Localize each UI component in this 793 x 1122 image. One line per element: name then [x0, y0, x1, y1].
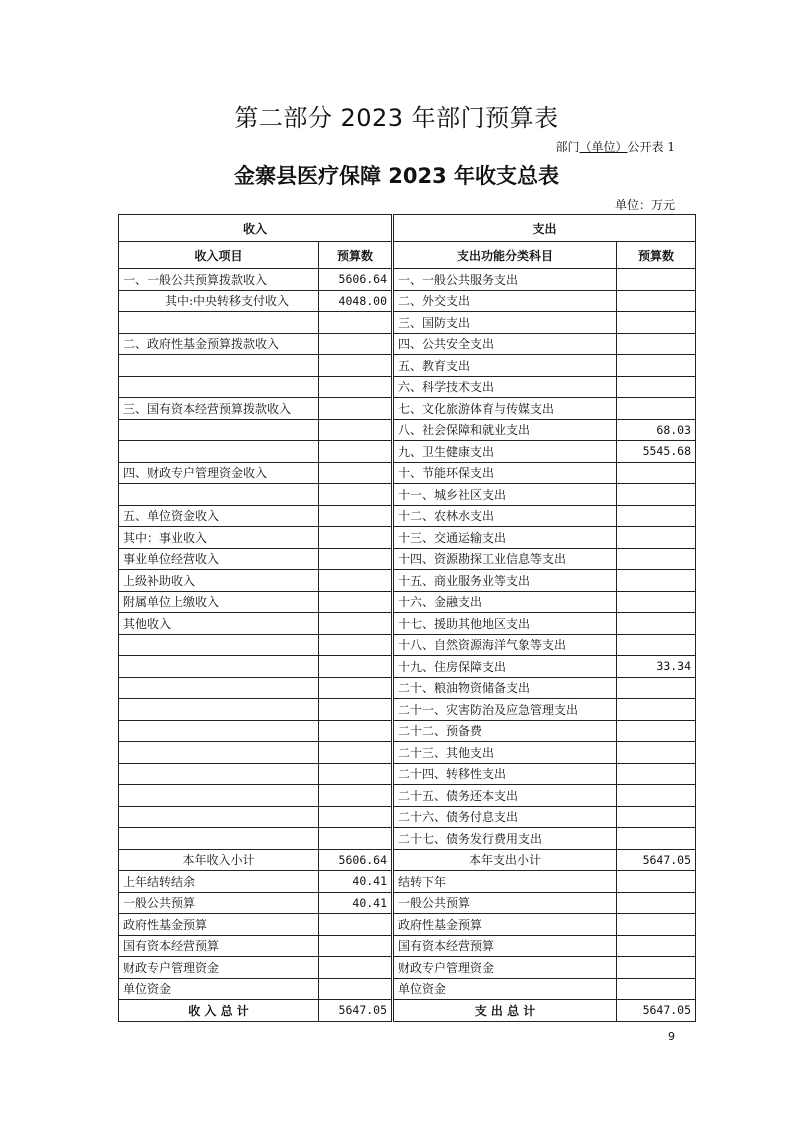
income-amount-cell: [319, 720, 393, 742]
income-item-cell: 其他收入: [119, 613, 319, 635]
table-title: 金寨县医疗保障 2023 年收支总表: [233, 164, 560, 188]
expense-amount-cell: [617, 699, 696, 721]
expense-amount-cell: [617, 312, 696, 334]
income-amount-header: 预算数: [319, 242, 393, 269]
income-amount-cell: [319, 914, 393, 936]
income-amount-cell: [319, 591, 393, 613]
income-item-cell: 上年结转结余: [119, 871, 319, 893]
income-item-cell: 一般公共预算: [119, 892, 319, 914]
table-row: [119, 376, 696, 398]
income-amount-cell: [319, 613, 393, 635]
expense-item-cell: 一般公共预算: [393, 892, 617, 914]
income-item-cell: 一、一般公共预算拨款收入: [119, 269, 319, 291]
expense-amount-cell: [617, 892, 696, 914]
expense-amount-cell: [617, 548, 696, 570]
expense-amount-cell: [617, 785, 696, 807]
table-row: [119, 290, 696, 312]
expense-item-header: 支出功能分类科目: [393, 242, 617, 269]
income-item-cell: [119, 441, 319, 463]
expense-total-label: 支 出 总 计: [393, 1000, 617, 1022]
page-number: 9: [668, 1030, 675, 1043]
table-row: [119, 333, 696, 355]
expense-item-cell: 十六、金融支出: [393, 591, 617, 613]
table-row: [119, 462, 696, 484]
table-row: [119, 742, 696, 764]
income-item-cell: [119, 828, 319, 850]
income-amount-cell: [319, 462, 393, 484]
expense-item-cell: 九、卫生健康支出: [393, 441, 617, 463]
budget-table-body: [119, 215, 696, 1022]
expense-amount-cell: [617, 828, 696, 850]
expense-item-cell: 六、科学技术支出: [393, 376, 617, 398]
income-amount-cell: [319, 333, 393, 355]
income-amount-cell: 40.41: [319, 892, 393, 914]
income-item-cell: [119, 699, 319, 721]
income-amount-cell: [319, 828, 393, 850]
expense-amount-cell: [617, 376, 696, 398]
expense-item-cell: 二十一、灾害防治及应急管理支出: [393, 699, 617, 721]
form-number: [556, 138, 675, 155]
income-item-cell: [119, 806, 319, 828]
income-item-header: 收入项目: [119, 242, 319, 269]
income-item-cell: [119, 763, 319, 785]
income-amount-cell: [319, 355, 393, 377]
table-row: [119, 484, 696, 506]
table-row: [119, 613, 696, 635]
form-unit: （单位）: [579, 140, 628, 154]
table-row: [119, 548, 696, 570]
expense-amount-cell: [617, 505, 696, 527]
expense-amount-cell: [617, 677, 696, 699]
income-amount-cell: [319, 742, 393, 764]
expense-item-cell: 二十七、债务发行费用支出: [393, 828, 617, 850]
expense-amount-cell: [617, 806, 696, 828]
income-item-cell: 财政专户管理资金: [119, 957, 319, 979]
expense-amount-cell: [617, 978, 696, 1000]
section-header-row: [119, 215, 696, 242]
expense-item-cell: 政府性基金预算: [393, 914, 617, 936]
table-row: [119, 871, 696, 893]
expense-subtotal-label: 本年支出小计: [393, 849, 617, 871]
income-amount-cell: [319, 806, 393, 828]
expense-item-cell: 十三、交通运输支出: [393, 527, 617, 549]
table-row: [119, 806, 696, 828]
expense-item-cell: 十七、援助其他地区支出: [393, 613, 617, 635]
income-item-cell: 政府性基金预算: [119, 914, 319, 936]
table-row: [119, 785, 696, 807]
income-amount-cell: 5606.64: [319, 269, 393, 291]
expense-item-cell: 七、文化旅游体育与传媒支出: [393, 398, 617, 420]
income-subtotal-amount: 5606.64: [319, 849, 393, 871]
subtotal-row: [119, 849, 696, 871]
expense-amount-cell: [617, 763, 696, 785]
income-item-cell: 附属单位上缴收入: [119, 591, 319, 613]
income-item-cell: 单位资金: [119, 978, 319, 1000]
income-item-cell: [119, 312, 319, 334]
income-item-cell: [119, 677, 319, 699]
expense-item-cell: 二十二、预备费: [393, 720, 617, 742]
income-amount-cell: [319, 634, 393, 656]
expense-amount-cell: [617, 935, 696, 957]
table-row: [119, 914, 696, 936]
income-amount-cell: [319, 398, 393, 420]
expense-item-cell: 十八、自然资源海洋气象等支出: [393, 634, 617, 656]
table-row: [119, 828, 696, 850]
budget-table: [118, 214, 696, 1022]
expense-amount-cell: 5545.68: [617, 441, 696, 463]
expense-header: 支出: [393, 215, 696, 242]
expense-amount-cell: [617, 462, 696, 484]
table-row: [119, 527, 696, 549]
income-item-cell: [119, 484, 319, 506]
expense-amount-cell: [617, 333, 696, 355]
expense-item-cell: 二、外交支出: [393, 290, 617, 312]
expense-item-cell: 四、公共安全支出: [393, 333, 617, 355]
table-row: [119, 419, 696, 441]
column-header-row: [119, 242, 696, 269]
expense-item-cell: 十二、农林水支出: [393, 505, 617, 527]
income-total-label: 收 入 总 计: [119, 1000, 319, 1022]
table-row: [119, 441, 696, 463]
income-amount-cell: [319, 527, 393, 549]
income-subtotal-label: 本年收入小计: [119, 849, 319, 871]
income-item-cell: 事业单位经营收入: [119, 548, 319, 570]
total-row: [119, 1000, 696, 1022]
expense-amount-cell: 68.03: [617, 419, 696, 441]
table-row: [119, 677, 696, 699]
expense-amount-cell: [617, 957, 696, 979]
income-item-cell: [119, 355, 319, 377]
expense-amount-cell: [617, 355, 696, 377]
expense-amount-cell: [617, 570, 696, 592]
expense-item-cell: 二十五、债务还本支出: [393, 785, 617, 807]
income-amount-cell: [319, 656, 393, 678]
expense-amount-cell: [617, 591, 696, 613]
table-row: [119, 591, 696, 613]
form-suffix: 公开表 1: [627, 140, 675, 154]
income-item-cell: 上级补助收入: [119, 570, 319, 592]
income-amount-cell: [319, 785, 393, 807]
expense-item-cell: 二十四、转移性支出: [393, 763, 617, 785]
expense-item-cell: 五、教育支出: [393, 355, 617, 377]
table-row: [119, 269, 696, 291]
unit-label: 单位：万元: [614, 198, 675, 212]
expense-amount-cell: [617, 634, 696, 656]
income-amount-cell: [319, 419, 393, 441]
table-row: [119, 935, 696, 957]
expense-item-cell: 二十三、其他支出: [393, 742, 617, 764]
income-amount-cell: [319, 677, 393, 699]
income-header: 收入: [119, 215, 393, 242]
income-total-amount: 5647.05: [319, 1000, 393, 1022]
expense-item-cell: 单位资金: [393, 978, 617, 1000]
expense-item-cell: 八、社会保障和就业支出: [393, 419, 617, 441]
expense-amount-cell: 33.34: [617, 656, 696, 678]
table-row: [119, 978, 696, 1000]
income-amount-cell: 40.41: [319, 871, 393, 893]
expense-total-amount: 5647.05: [617, 1000, 696, 1022]
income-item-cell: [119, 742, 319, 764]
income-amount-cell: [319, 570, 393, 592]
expense-item-cell: 一、一般公共服务支出: [393, 269, 617, 291]
income-item-cell: 其中:中央转移支付收入: [119, 290, 319, 312]
income-amount-cell: [319, 763, 393, 785]
income-item-cell: [119, 785, 319, 807]
income-item-cell: 其中：事业收入: [119, 527, 319, 549]
expense-amount-cell: [617, 484, 696, 506]
table-row: [119, 699, 696, 721]
table-row: [119, 634, 696, 656]
form-prefix: 部门: [555, 140, 580, 154]
expense-amount-cell: [617, 742, 696, 764]
income-amount-cell: [319, 484, 393, 506]
expense-amount-cell: [617, 914, 696, 936]
expense-item-cell: 十四、资源勘探工业信息等支出: [393, 548, 617, 570]
income-amount-cell: [319, 978, 393, 1000]
expense-item-cell: 十、节能环保支出: [393, 462, 617, 484]
expense-amount-cell: [617, 269, 696, 291]
table-row: [119, 892, 696, 914]
expense-amount-cell: [617, 527, 696, 549]
table-row: [119, 720, 696, 742]
expense-amount-cell: [617, 720, 696, 742]
table-row: [119, 355, 696, 377]
expense-item-cell: 十一、城乡社区支出: [393, 484, 617, 506]
expense-amount-cell: [617, 871, 696, 893]
expense-item-cell: 三、国防支出: [393, 312, 617, 334]
expense-item-cell: 国有资本经营预算: [393, 935, 617, 957]
income-amount-cell: [319, 376, 393, 398]
income-amount-cell: [319, 505, 393, 527]
income-item-cell: 国有资本经营预算: [119, 935, 319, 957]
income-item-cell: [119, 376, 319, 398]
table-row: [119, 398, 696, 420]
income-item-cell: 五、单位资金收入: [119, 505, 319, 527]
expense-item-cell: 财政专户管理资金: [393, 957, 617, 979]
table-row: [119, 656, 696, 678]
income-amount-cell: [319, 935, 393, 957]
income-amount-cell: 4048.00: [319, 290, 393, 312]
expense-item-cell: 十九、住房保障支出: [393, 656, 617, 678]
expense-amount-cell: [617, 613, 696, 635]
expense-item-cell: 二十、粮油物资储备支出: [393, 677, 617, 699]
income-item-cell: [119, 634, 319, 656]
income-amount-cell: [319, 699, 393, 721]
income-item-cell: [119, 720, 319, 742]
table-row: [119, 505, 696, 527]
expense-amount-cell: [617, 290, 696, 312]
income-amount-cell: [319, 441, 393, 463]
income-item-cell: 三、国有资本经营预算拨款收入: [119, 398, 319, 420]
expense-amount-header: 预算数: [617, 242, 696, 269]
income-amount-cell: [319, 312, 393, 334]
income-amount-cell: [319, 957, 393, 979]
income-item-cell: 四、财政专户管理资金收入: [119, 462, 319, 484]
income-amount-cell: [319, 548, 393, 570]
table-row: [119, 763, 696, 785]
income-item-cell: [119, 656, 319, 678]
expense-amount-cell: [617, 398, 696, 420]
part-title: 第二部分 2023 年部门预算表: [234, 104, 559, 132]
income-item-cell: 二、政府性基金预算拨款收入: [119, 333, 319, 355]
expense-subtotal-amount: 5647.05: [617, 849, 696, 871]
table-row: [119, 957, 696, 979]
table-row: [119, 312, 696, 334]
expense-item-cell: 十五、商业服务业等支出: [393, 570, 617, 592]
table-row: [119, 570, 696, 592]
expense-item-cell: 结转下年: [393, 871, 617, 893]
expense-item-cell: 二十六、债务付息支出: [393, 806, 617, 828]
income-item-cell: [119, 419, 319, 441]
